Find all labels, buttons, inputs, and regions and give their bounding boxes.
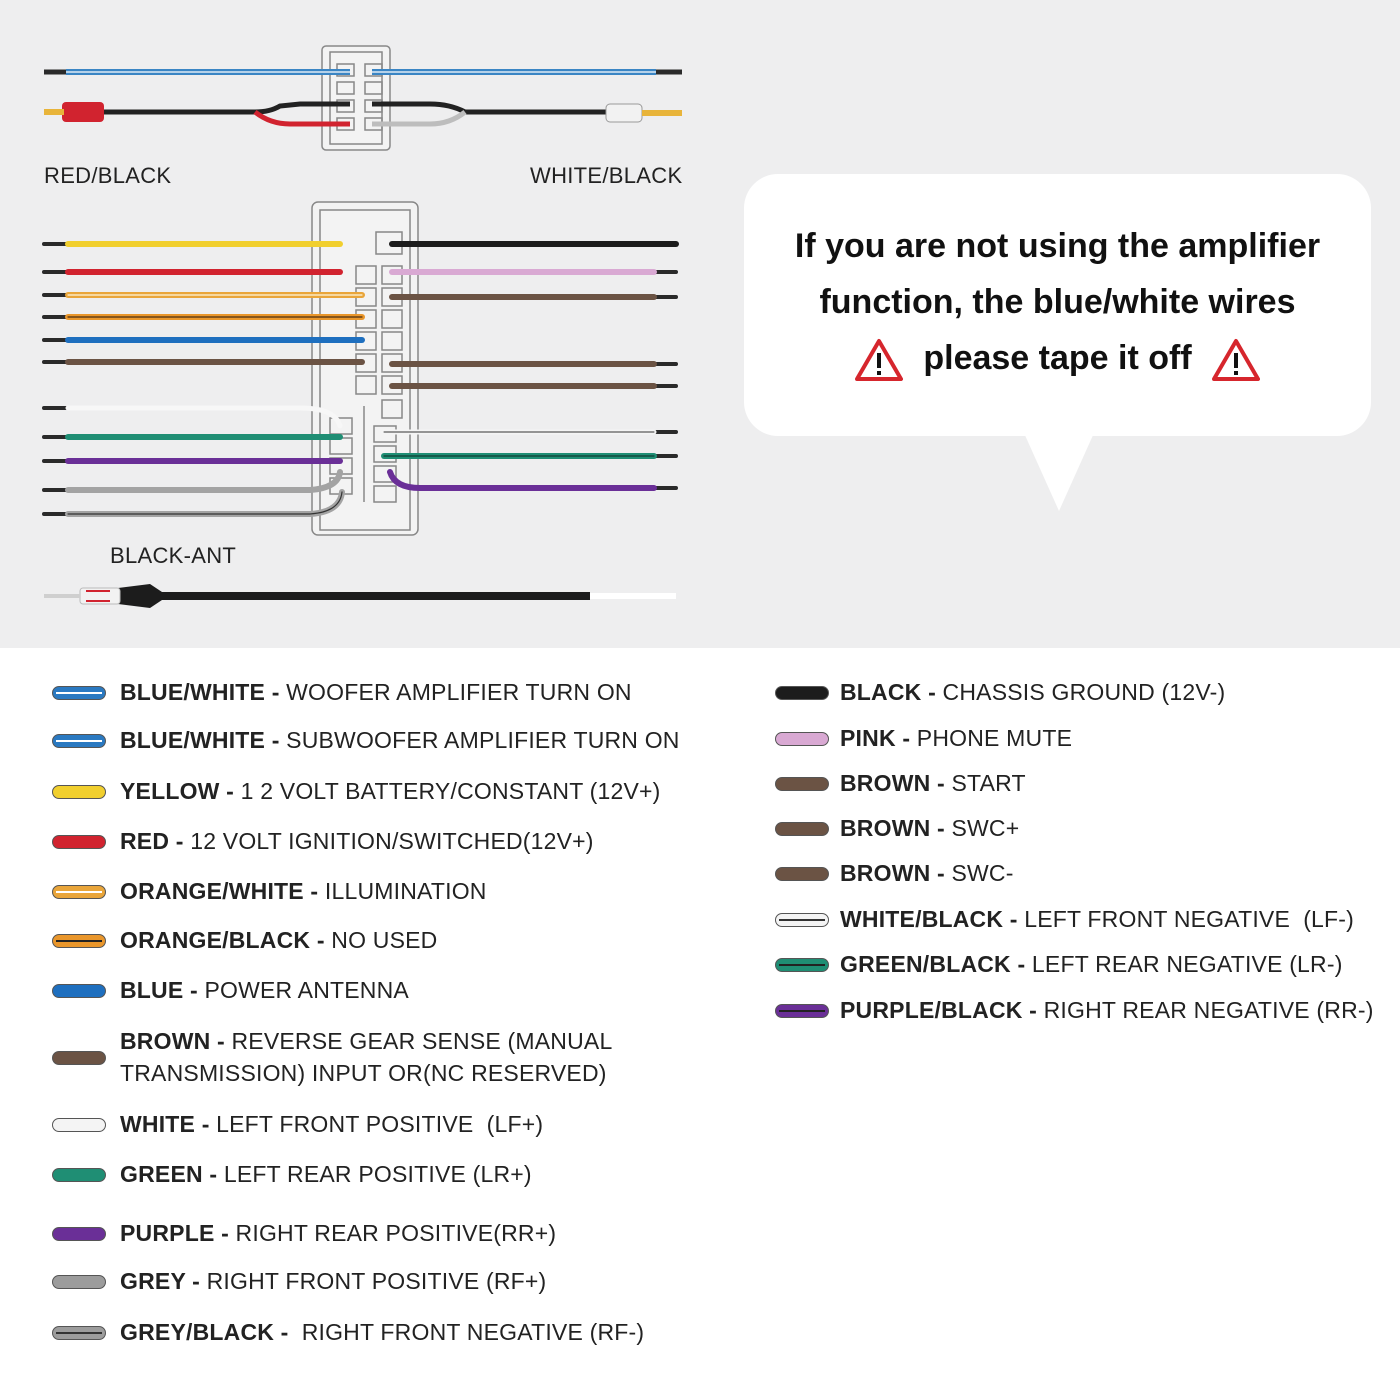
- legend-left-item-3: [120, 825, 594, 857]
- legend-left-swatch-12: [52, 1326, 106, 1340]
- legend-desc: LEFT REAR POSITIVE (LR+): [217, 1161, 532, 1187]
- legend-desc: WOOFER AMPLIFIER TURN ON: [279, 679, 632, 705]
- legend-left-item-7: [120, 1025, 612, 1089]
- main-right-wires: [384, 244, 676, 488]
- legend-left-item-12: [120, 1316, 644, 1348]
- legend-key: GREY -: [120, 1268, 201, 1294]
- legend-key: BROWN -: [840, 770, 945, 796]
- legend-desc: START: [944, 770, 1026, 796]
- label-red-black: RED/BLACK: [44, 163, 172, 188]
- legend-key: BROWN -: [840, 815, 945, 841]
- wire-white-black-rca: [372, 104, 682, 124]
- legend-key: WHITE/BLACK -: [840, 906, 1018, 932]
- legend-desc: 12 VOLT IGNITION/SWITCHED(12V+): [183, 828, 594, 854]
- legend-key: ORANGE/WHITE -: [120, 878, 319, 904]
- legend-key: BLUE/WHITE -: [120, 679, 280, 705]
- legend-desc: 1 2 VOLT BATTERY/CONSTANT (12V+): [234, 778, 661, 804]
- legend-desc: LEFT FRONT POSITIVE (LF+): [209, 1111, 544, 1137]
- legend-desc: SUBWOOFER AMPLIFIER TURN ON: [279, 727, 680, 753]
- legend-left-swatch-8: [52, 1118, 106, 1132]
- legend-key: BROWN -: [840, 860, 945, 886]
- legend-desc: REVERSE GEAR SENSE (MANUAL: [224, 1028, 613, 1054]
- legend-left-swatch-10: [52, 1227, 106, 1241]
- legend-left-item-4: [120, 875, 487, 907]
- legend-right-item-1: [840, 722, 1072, 754]
- legend-left-item-5: [120, 924, 437, 956]
- legend-key: GREEN -: [120, 1161, 218, 1187]
- legend-right-item-5: [840, 903, 1354, 935]
- legend-key: PURPLE -: [120, 1220, 229, 1246]
- top-connector: [322, 46, 390, 150]
- legend-key: PURPLE/BLACK -: [840, 997, 1038, 1023]
- wire-red-black-rca: [44, 102, 350, 124]
- legend-left-item-11: [120, 1265, 546, 1297]
- callout-text: [744, 218, 1371, 386]
- legend-left-item-6: [120, 974, 409, 1006]
- legend-left-swatch-0: [52, 686, 106, 700]
- legend-desc: POWER ANTENNA: [197, 977, 409, 1003]
- legend-desc: ILLUMINATION: [318, 878, 487, 904]
- legend-key: BLACK -: [840, 679, 936, 705]
- legend-left-swatch-11: [52, 1275, 106, 1289]
- legend-left-item-9: [120, 1158, 532, 1190]
- legend-left-item-10: [120, 1217, 556, 1249]
- legend-right-item-6: [840, 948, 1343, 980]
- legend-left-swatch-1: [52, 734, 106, 748]
- warning-triangle-icon: [1212, 338, 1260, 382]
- warning-triangle-icon: [855, 338, 903, 382]
- legend-right-swatch-6: [775, 958, 829, 972]
- legend-left-item-0: [120, 676, 632, 708]
- legend-desc: SWC-: [944, 860, 1014, 886]
- label-black-ant: BLACK-ANT: [110, 543, 237, 568]
- legend-desc-line2: TRANSMISSION) INPUT OR(NC RESERVED): [120, 1060, 607, 1086]
- legend-left-swatch-7: [52, 1051, 106, 1065]
- legend-desc: RIGHT REAR POSITIVE(RR+): [228, 1220, 557, 1246]
- legend-right-item-7: [840, 994, 1374, 1026]
- legend-key: YELLOW -: [120, 778, 235, 804]
- legend-key: GREY/BLACK -: [120, 1319, 289, 1345]
- legend-key: RED -: [120, 828, 184, 854]
- legend-right-swatch-0: [775, 686, 829, 700]
- legend-right-swatch-4: [775, 867, 829, 881]
- legend-desc: PHONE MUTE: [910, 725, 1073, 751]
- legend-right-item-4: [840, 857, 1014, 889]
- legend-desc: RIGHT REAR NEGATIVE (RR-): [1037, 997, 1374, 1023]
- legend-desc: NO USED: [324, 927, 438, 953]
- legend-left-item-8: [120, 1108, 543, 1140]
- legend-left-swatch-2: [52, 785, 106, 799]
- legend-desc: SWC+: [944, 815, 1020, 841]
- legend-desc: RIGHT FRONT NEGATIVE (RF-): [288, 1319, 645, 1345]
- legend-right-swatch-1: [775, 732, 829, 746]
- legend-left-item-1: [120, 724, 680, 756]
- legend-right-swatch-7: [775, 1004, 829, 1018]
- legend-left-swatch-9: [52, 1168, 106, 1182]
- legend-key: WHITE -: [120, 1111, 210, 1137]
- legend-desc: CHASSIS GROUND (12V-): [935, 679, 1226, 705]
- callout-line-3-row: [744, 330, 1371, 386]
- legend-key: BLUE -: [120, 977, 198, 1003]
- legend-desc: LEFT FRONT NEGATIVE (LF-): [1017, 906, 1355, 932]
- legend-left-swatch-5: [52, 934, 106, 948]
- legend-right-item-2: [840, 767, 1026, 799]
- label-white-black: WHITE/BLACK: [530, 163, 683, 188]
- legend-left-item-2: [120, 775, 661, 807]
- legend-right-item-0: [840, 676, 1225, 708]
- legend-desc: RIGHT FRONT POSITIVE (RF+): [200, 1268, 547, 1294]
- legend-right-swatch-2: [775, 777, 829, 791]
- legend-key: BROWN -: [120, 1028, 225, 1054]
- legend-left-swatch-4: [52, 885, 106, 899]
- legend-right-item-3: [840, 812, 1019, 844]
- legend-desc: LEFT REAR NEGATIVE (LR-): [1025, 951, 1343, 977]
- legend-left-swatch-6: [52, 984, 106, 998]
- legend-key: PINK -: [840, 725, 911, 751]
- callout-line-1: If you are not using the amplifier: [794, 227, 1321, 265]
- callout-line-3: please tape it off: [923, 339, 1192, 377]
- legend-right-swatch-5: [775, 913, 829, 927]
- legend-right-swatch-3: [775, 822, 829, 836]
- callout-line-2: function, the blue/white wires: [819, 283, 1296, 321]
- legend-key: ORANGE/BLACK -: [120, 927, 325, 953]
- callout-tail: [1024, 433, 1094, 511]
- legend-key: GREEN/BLACK -: [840, 951, 1026, 977]
- legend-key: BLUE/WHITE -: [120, 727, 280, 753]
- legend-left-swatch-3: [52, 835, 106, 849]
- antenna-wire: [44, 584, 676, 608]
